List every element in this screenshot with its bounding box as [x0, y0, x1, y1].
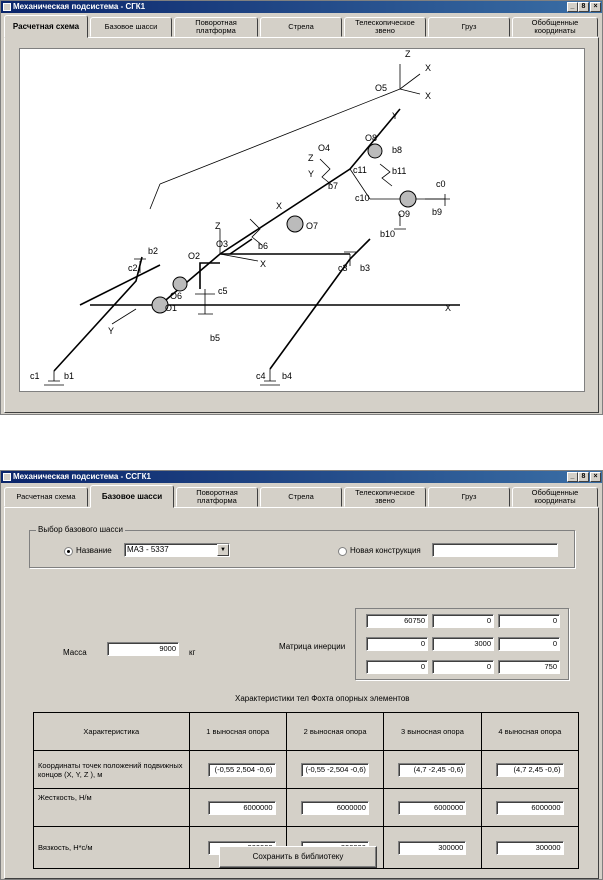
table-row [34, 789, 579, 827]
save-library-button[interactable]: Сохранить в библиотеку [219, 846, 377, 868]
axis-line [400, 74, 420, 89]
label-b3: b3 [360, 263, 371, 273]
app-icon [3, 3, 11, 11]
frame-line [200, 263, 220, 289]
label-o8: O8 [365, 133, 378, 143]
label-c3: c3 [338, 263, 348, 273]
tab-boom[interactable]: Стрела [260, 487, 342, 507]
label-c5: c5 [218, 286, 228, 296]
inertia-cell[interactable]: 3000 [432, 637, 494, 651]
label-b11: b11 [392, 166, 407, 176]
label-c0: c0 [436, 179, 446, 189]
mass-label: Масса [63, 648, 87, 657]
name-radio-label: Название [76, 546, 112, 555]
axis-line [400, 89, 420, 94]
frame-line [270, 259, 350, 369]
tab-strip [4, 15, 600, 37]
label-c10: c10 [355, 193, 370, 203]
frame-line [230, 239, 252, 254]
mass-field[interactable]: 9000 [107, 642, 179, 656]
chassis-group [29, 525, 575, 568]
tab-platform[interactable]: Поворотная платформа [176, 487, 258, 507]
inertia-cell[interactable]: 60750 [366, 614, 428, 628]
label-b8: b8 [392, 145, 403, 155]
tab-scheme[interactable]: Расчетная схема [4, 15, 88, 38]
new-design-field[interactable] [432, 543, 558, 557]
inertia-matrix [355, 608, 569, 680]
support-springs [44, 159, 445, 385]
axis-x2-label: X [260, 259, 267, 269]
table-header: 1 выносная опора [189, 713, 286, 751]
restore-button[interactable]: 8 [578, 472, 589, 482]
row-name: Жесткость, Н/м [34, 789, 190, 827]
axis-x5-label: X [425, 91, 432, 101]
new-design-radio[interactable] [338, 547, 347, 556]
tab-load[interactable]: Груз [428, 17, 510, 37]
axis-x4-label: X [425, 63, 432, 73]
row-name: Вязкость, Н*с/м [34, 827, 190, 869]
mass-unit: кг [189, 648, 196, 657]
frame-line [54, 257, 142, 371]
table-header-row [34, 713, 579, 751]
name-radio[interactable] [64, 547, 73, 556]
coords-field[interactable]: (-0,55 -2,504 -0,6) [301, 763, 369, 777]
tab-platform[interactable]: Поворотная платформа [174, 17, 258, 37]
minimize-button[interactable]: _ [567, 2, 578, 12]
inertia-cell[interactable]: 750 [498, 660, 560, 674]
scheme-canvas [19, 48, 585, 392]
tab-telescopic[interactable]: Телескопическое звено [344, 17, 426, 37]
label-o1: O1 [165, 303, 178, 313]
tab-strip [4, 485, 600, 507]
minimize-button[interactable]: _ [567, 472, 578, 482]
inertia-cell[interactable]: 0 [498, 637, 560, 651]
body-o6 [173, 277, 187, 291]
label-b10: b10 [380, 229, 396, 239]
label-c2: c2 [128, 263, 138, 273]
restore-button[interactable]: 8 [578, 2, 589, 12]
table-caption: Характеристики тел Фохта опорных элементов [235, 694, 410, 703]
tab-coordinates[interactable]: Обобщенные координаты [512, 487, 598, 507]
label-o6: O6 [170, 291, 183, 301]
label-c4: c4 [256, 371, 266, 381]
title-bar [1, 471, 602, 483]
axis-y5-label: Y [392, 111, 399, 121]
label-b9: b9 [432, 207, 443, 217]
scheme-diagram [20, 49, 584, 391]
axis-z4-label: Z [308, 153, 314, 163]
app-icon [3, 473, 11, 481]
axis-y4-label: Y [308, 169, 315, 179]
table-header: 3 выносная опора [384, 713, 481, 751]
window-title: Механическая подсистема - ССГК1 [13, 472, 151, 481]
label-b6: b6 [258, 241, 269, 251]
coords-field[interactable]: (4,7 -2,45 -0,6) [398, 763, 466, 777]
chassis-select-value: МАЗ - 5337 [127, 545, 169, 554]
axis-z5-label: Z [405, 49, 411, 59]
label-b7: b7 [328, 181, 339, 191]
axis-line [112, 309, 136, 324]
table-header: 2 выносная опора [286, 713, 383, 751]
axis-x1-label: X [445, 303, 452, 313]
chassis-group-legend: Выбор базового шасси [38, 525, 123, 534]
label-o2: O2 [188, 251, 201, 261]
chassis-panel [4, 507, 599, 879]
label-b1: b1 [64, 371, 75, 381]
scheme-labels [30, 49, 451, 381]
body-o9 [400, 191, 416, 207]
stiffness-field[interactable]: 6000000 [208, 801, 276, 815]
tab-scheme[interactable]: Расчетная схема [4, 487, 88, 507]
tab-chassis[interactable]: Базовое шасси [90, 485, 174, 508]
label-b5: b5 [210, 333, 221, 343]
window-scheme [0, 0, 603, 415]
label-c1: c1 [30, 371, 40, 381]
stiffness-field[interactable]: 6000000 [496, 801, 564, 815]
inertia-cell[interactable]: 0 [366, 660, 428, 674]
body-o7 [287, 216, 303, 232]
table-row [34, 751, 579, 789]
scheme-panel [4, 37, 599, 413]
window-title: Механическая подсистема - СГК1 [13, 2, 146, 11]
axis-y1-label: Y [108, 326, 115, 336]
title-bar [1, 1, 602, 13]
label-o7: O7 [306, 221, 319, 231]
stiffness-field[interactable]: 6000000 [398, 801, 466, 815]
axis-x3-label: X [276, 201, 283, 211]
viscosity-field[interactable]: 300000 [496, 841, 564, 855]
label-o5: O5 [375, 83, 388, 93]
chassis-select[interactable] [124, 543, 230, 557]
close-button[interactable]: × [590, 2, 601, 12]
axis-line [220, 254, 258, 261]
axis-z2-label: Z [215, 221, 221, 231]
coords-field[interactable]: (-0,55 2,504 -0,6) [208, 763, 276, 777]
inertia-label: Матрица инерции [279, 642, 346, 651]
body-o8 [368, 144, 382, 158]
inertia-cell[interactable]: 0 [432, 614, 494, 628]
viscosity-field[interactable]: 300000 [398, 841, 466, 855]
inertia-cell[interactable]: 0 [366, 637, 428, 651]
table-header: 4 выносная опора [481, 713, 578, 751]
table-header: Характеристика [34, 713, 190, 751]
label-c11: c11 [353, 165, 367, 175]
label-o3: O3 [216, 239, 229, 249]
tab-boom[interactable]: Стрела [260, 17, 342, 37]
cable-line [150, 184, 160, 209]
inertia-cell[interactable]: 0 [498, 614, 560, 628]
window-chassis [0, 470, 603, 880]
label-b2: b2 [148, 246, 159, 256]
row-name: Координаты точек положений подвижных концов (X, Y, Z ), м [34, 751, 190, 789]
new-design-label: Новая конструкция [350, 546, 421, 555]
close-button[interactable]: × [590, 472, 601, 482]
tab-chassis[interactable]: Базовое шасси [90, 17, 172, 37]
frame-line [220, 109, 403, 254]
stiffness-field[interactable]: 6000000 [301, 801, 369, 815]
coords-field[interactable]: (4,7 2,45 -0,6) [496, 763, 564, 777]
inertia-cell[interactable]: 0 [432, 660, 494, 674]
bodies [152, 144, 416, 313]
label-o9: O9 [398, 209, 411, 219]
chevron-down-icon[interactable]: ▼ [217, 544, 229, 556]
label-b4: b4 [282, 371, 293, 381]
tab-coordinates[interactable]: Обобщенные координаты [512, 17, 598, 37]
label-o4: O4 [318, 143, 331, 153]
tab-telescopic[interactable]: Телескопическое звено [344, 487, 426, 507]
frame-line [350, 239, 370, 259]
tab-load[interactable]: Груз [428, 487, 510, 507]
